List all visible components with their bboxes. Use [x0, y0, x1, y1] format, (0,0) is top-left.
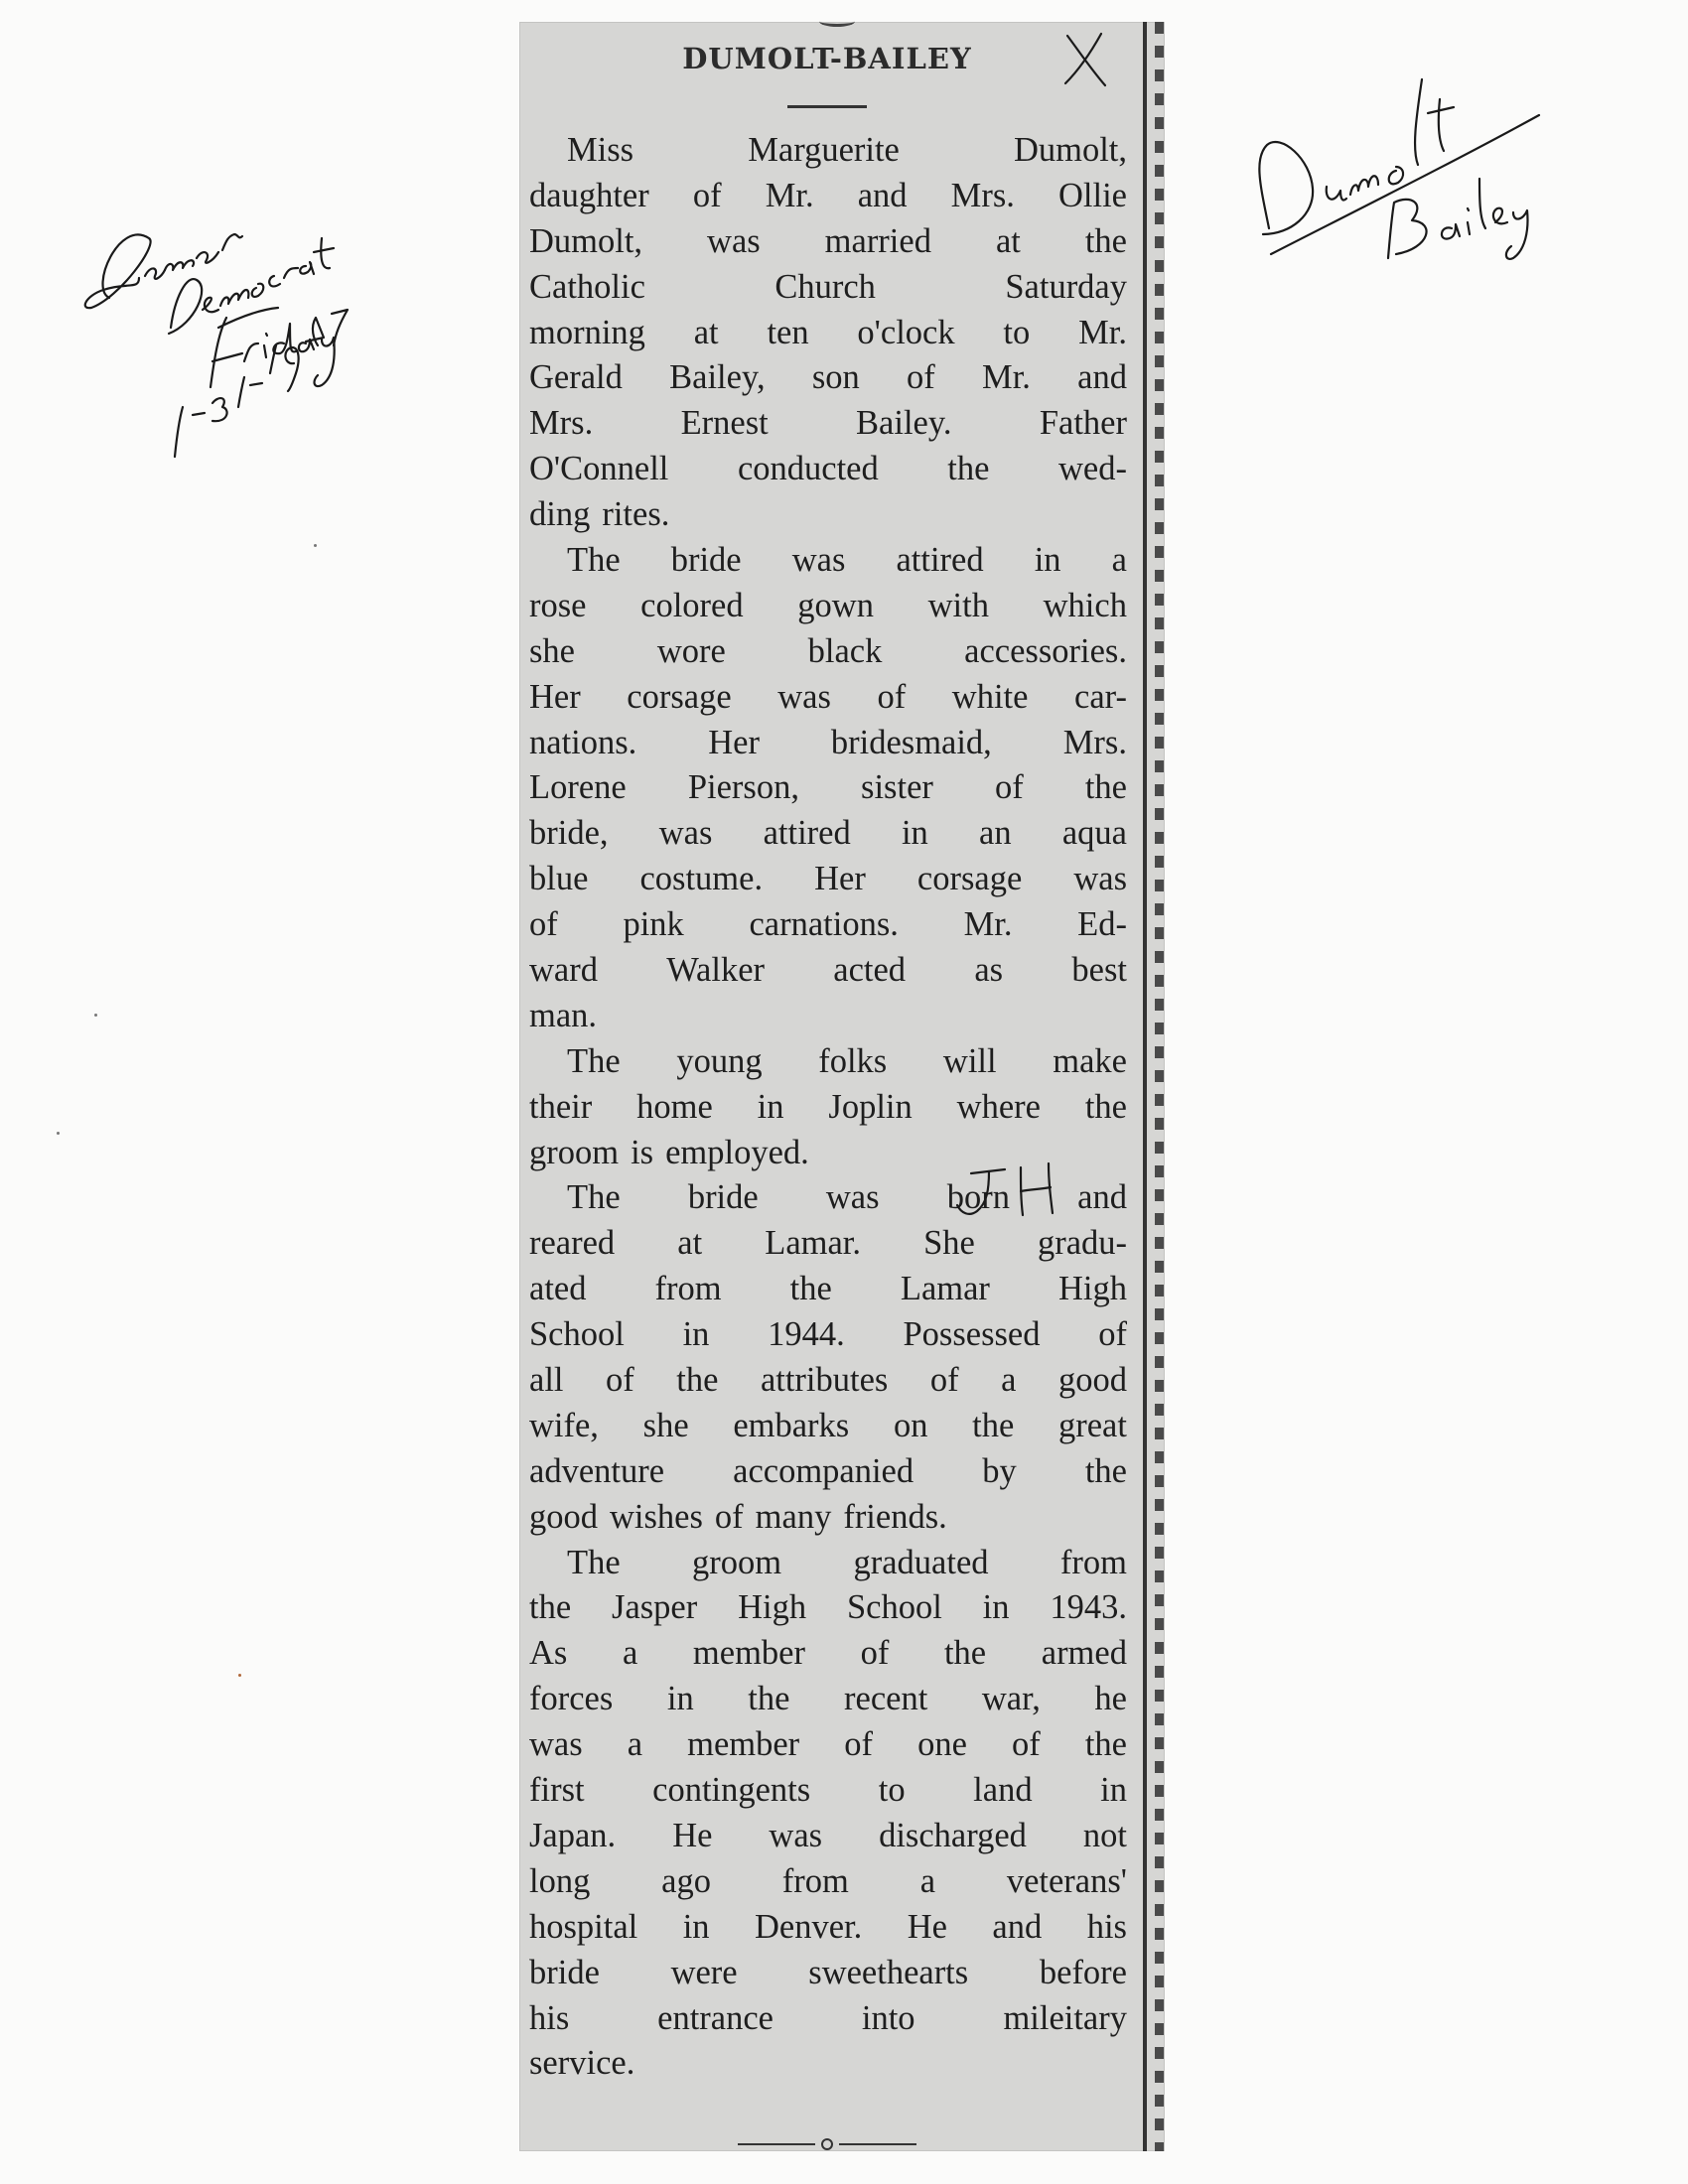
article-line: first contingents to land in	[529, 1771, 1127, 1810]
article-line: daughter of Mr. and Mrs. Ollie	[529, 176, 1127, 214]
article-line: reared at Lamar. She gradu-	[529, 1224, 1127, 1263]
article-line: Dumolt, was married at the	[529, 221, 1127, 260]
article-line: of pink carnations. Mr. Ed-	[529, 905, 1127, 944]
article-line: rose colored gown with which	[529, 586, 1127, 624]
article-line: Mrs. Ernest Bailey. Father	[529, 404, 1127, 443]
article-line: the Jasper High School in 1943.	[529, 1588, 1127, 1627]
clipping-top-mark	[819, 16, 855, 27]
article-line: Japan. He was discharged not	[529, 1816, 1127, 1854]
article-line: was a member of one of the	[529, 1725, 1127, 1764]
newspaper-clipping	[519, 22, 1165, 2151]
article-line: Lorene Pierson, sister of the	[529, 768, 1127, 807]
article-line: As a member of the armed	[529, 1634, 1127, 1673]
article-line: Her corsage was of white car-	[529, 677, 1127, 716]
article-line: ding rites.	[529, 495, 670, 534]
article-line: man.	[529, 996, 598, 1034]
end-of-article-rule	[728, 2134, 926, 2154]
paper-speck	[57, 1132, 60, 1135]
article-line: Catholic Church Saturday	[529, 267, 1127, 306]
article-line: Gerald Bailey, son of Mr. and	[529, 358, 1127, 397]
paper-speck	[94, 1014, 97, 1017]
article-line: The groom graduated from	[567, 1543, 1127, 1581]
article-line: School in 1944. Possessed of	[529, 1315, 1127, 1354]
article-line: blue costume. Her corsage was	[529, 860, 1127, 898]
article-line: O'Connell conducted the wed-	[529, 450, 1127, 488]
article-line: hospital in Denver. He and his	[529, 1907, 1127, 1946]
article-line: morning at ten o'clock to Mr.	[529, 313, 1127, 351]
article-line: The young folks will make	[567, 1041, 1127, 1080]
article-line: his entrance into mileitary	[529, 1998, 1127, 2037]
article-line: adventure accompanied by the	[529, 1451, 1127, 1490]
paper-speck	[238, 1674, 241, 1677]
article-line: all of the attributes of a good	[529, 1361, 1127, 1400]
article-line: wife, she embarks on the great	[529, 1406, 1127, 1444]
headline-rule	[787, 105, 867, 108]
article-line: service.	[529, 2044, 635, 2083]
article-line: bride, was attired in an aqua	[529, 814, 1127, 853]
handwritten-source-note	[79, 179, 437, 506]
article-line: bride were sweethearts before	[529, 1953, 1127, 1991]
article-line: Miss Marguerite Dumolt,	[567, 130, 1127, 169]
handwritten-names-note	[1241, 40, 1599, 298]
article-line: The bride was born and	[567, 1178, 1127, 1217]
article-body	[529, 128, 1127, 2087]
article-line: their home in Joplin where the	[529, 1087, 1127, 1126]
paper-speck	[314, 544, 317, 547]
article-line: ward Walker acted as best	[529, 951, 1127, 990]
article-line: long ago from a veterans'	[529, 1861, 1127, 1900]
column-rule	[1143, 22, 1147, 2151]
article-headline: DUMOLT-BAILEY	[682, 42, 972, 75]
handwritten-initials-jh	[943, 1160, 1072, 1229]
article-line: ated from the Lamar High	[529, 1270, 1127, 1308]
article-line: forces in the recent war, he	[529, 1680, 1127, 1718]
article-line: The bride was attired in a	[567, 541, 1127, 579]
article-line: nations. Her bridesmaid, Mrs.	[529, 723, 1127, 761]
column-rule-dashed	[1155, 22, 1164, 2151]
article-line: she wore black accessories.	[529, 631, 1127, 670]
article-line: good wishes of many friends.	[529, 1497, 947, 1536]
article-line: groom is employed.	[529, 1133, 809, 1171]
handwritten-x-mark	[1057, 30, 1117, 89]
